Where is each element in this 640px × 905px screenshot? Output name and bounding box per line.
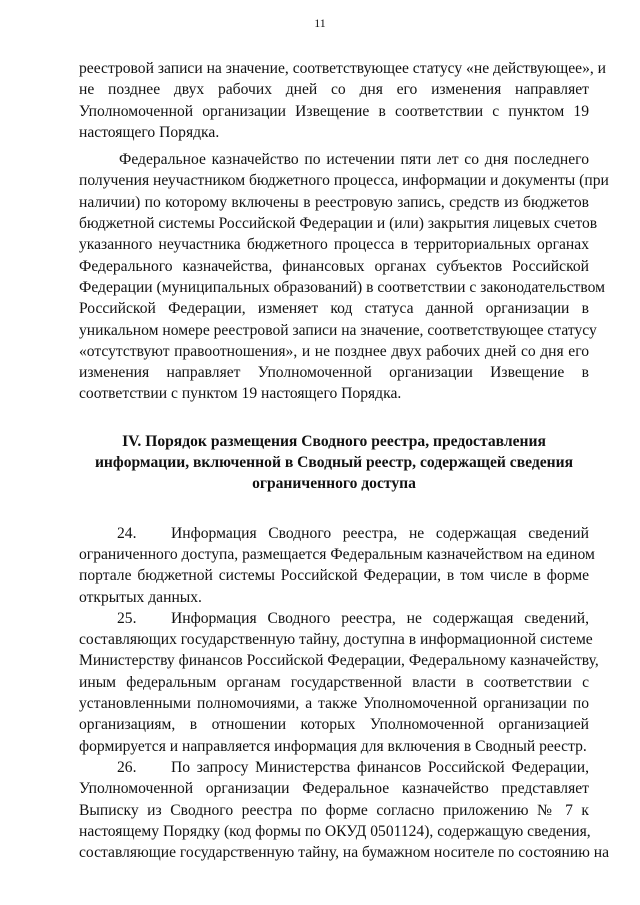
text-line: Федерации (муниципальных образований) в соответствии с законодательством xyxy=(79,278,605,296)
text-line: бюджетной системы Российской Федерации и (или) закрытия лицевых счетов xyxy=(79,215,598,233)
text-line: организациям, в отношении которых Уполномоченной организацией xyxy=(79,716,589,734)
text-line: Министерству финансов Российской Федерации, Федеральному казначейству, xyxy=(79,652,599,670)
item-26 xyxy=(79,757,610,863)
text-line: получения неучастником бюджетного процесса, информации и документы (при xyxy=(79,172,609,190)
paragraph-treasury-five-years xyxy=(79,149,609,405)
text-line: ограниченного доступа, размещается Федеральным казначейством на едином xyxy=(79,545,595,563)
text-line: уникальном номере реестровой записи на значение, соответствующее статусу xyxy=(79,321,597,339)
text-line: Федеральное казначейство по истечении пяти лет со дня последнего xyxy=(119,151,589,169)
text-line: По запросу Министерства финансов Российской Федерации, xyxy=(171,758,589,776)
text-line: наличии) по которому включены в реестровую запись, средств из бюджетов xyxy=(79,193,589,211)
text-line: иным федеральным органам государственной власти в соответствии с xyxy=(79,673,589,691)
text-line: реестровой записи на значение, соответствующее статусу «не действующее», и xyxy=(79,60,607,77)
text-line: Уполномоченной организации Федеральное казначейство представляет xyxy=(79,780,589,798)
text-line: Информация Сводного реестра, не содержащая сведений xyxy=(171,524,589,542)
item-24 xyxy=(79,523,595,608)
text-line: изменения направляет Уполномоченной организации Извещение в xyxy=(79,364,589,382)
text-line: Федерального казначейства, финансовых органах субъектов Российской xyxy=(79,257,589,275)
text-line: составляющих государственную тайну, доступна в информационной системе xyxy=(79,631,593,649)
text-line: Российской Федерации, изменяет код статуса данной организации в xyxy=(79,300,589,318)
text-line: настоящему Порядку (код формы по ОКУД 0501124), содержащую сведения, xyxy=(79,822,591,840)
text-line: портале бюджетной системы Российской Федерации, в том числе в форме xyxy=(79,567,589,585)
section-heading xyxy=(79,431,589,495)
text-line: указанного неучастника бюджетного процесса в территориальных органах xyxy=(79,236,589,254)
item-number: 25. xyxy=(117,609,137,627)
text-line: составляющие государственную тайну, на бумажном носителе по состоянию на xyxy=(79,844,610,862)
item-number: 24. xyxy=(117,524,137,542)
text-line: «отсутствуют правоотношения», и не позднее двух рабочих дней со дня его xyxy=(79,342,589,360)
text-line: открытых данных. xyxy=(79,588,202,606)
text-line: установленными полномочиями, а также Уполномоченной организации по xyxy=(79,695,589,713)
heading-line: IV. Порядок размещения Сводного реестра, предоставления xyxy=(122,432,546,450)
heading-line: информации, включенной в Сводный реестр, содержащей сведения xyxy=(94,454,574,472)
text-line: Информация Сводного реестра, не содержащая сведений, xyxy=(171,609,589,627)
paragraph-status-not-active xyxy=(79,58,607,143)
text-line: не позднее двух рабочих дней со дня его изменения направляет xyxy=(79,81,589,99)
document-body xyxy=(79,58,610,863)
text-line: Выписку из Сводного реестра по форме согласно приложению № 7 к xyxy=(79,801,589,819)
text-line: настоящего Порядка. xyxy=(79,123,220,141)
page-number: 11 xyxy=(314,16,326,30)
text-line: соответствии с пунктом 19 настоящего Порядка. xyxy=(79,385,402,403)
item-number: 26. xyxy=(117,758,137,776)
text-line: формируется и направляется информация для включения в Сводный реестр. xyxy=(79,737,587,755)
heading-line: ограниченного доступа xyxy=(252,475,416,493)
item-25 xyxy=(79,608,599,757)
text-line: Уполномоченной организации Извещение в соответствии с пунктом 19 xyxy=(79,102,589,120)
